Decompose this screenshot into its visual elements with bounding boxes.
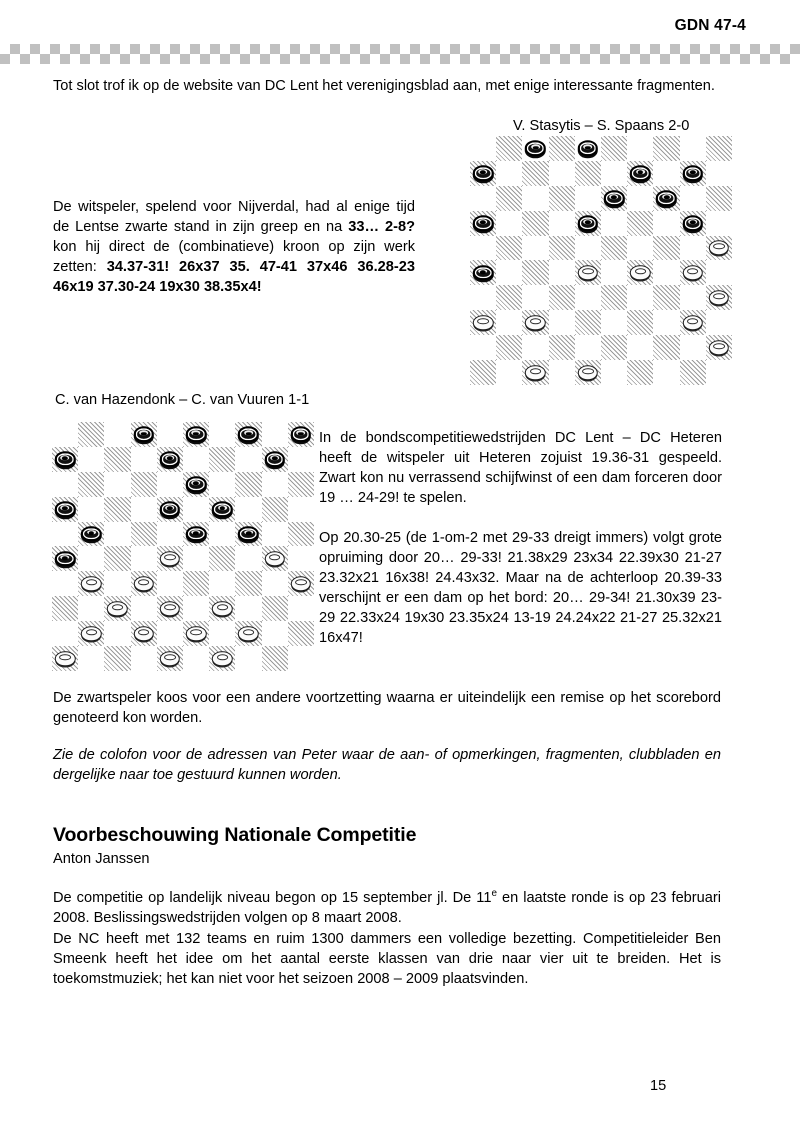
- board-square-dark: [549, 236, 575, 261]
- board-square-dark: [262, 546, 288, 571]
- board-square-dark: [131, 522, 157, 547]
- board-square-dark: [209, 596, 235, 621]
- board-square-dark: [183, 621, 209, 646]
- black-piece: [473, 265, 493, 280]
- white-piece: [578, 365, 598, 380]
- board-square-dark: [288, 472, 314, 497]
- board-square-dark: [522, 360, 548, 385]
- board-square-light: [131, 497, 157, 522]
- board-square-light: [522, 285, 548, 310]
- board-square-light: [680, 285, 706, 310]
- board-square-dark: [549, 136, 575, 161]
- board-square-dark: [157, 596, 183, 621]
- board-square-light: [52, 472, 78, 497]
- board-square-light: [52, 422, 78, 447]
- game1-move-33: 33… 2-8?: [348, 219, 415, 235]
- board-square-light: [288, 596, 314, 621]
- white-piece: [160, 551, 180, 566]
- board-square-light: [706, 211, 732, 236]
- board-square-light: [653, 260, 679, 285]
- board-square-dark: [575, 360, 601, 385]
- board-square-dark: [470, 360, 496, 385]
- board-square-dark: [680, 161, 706, 186]
- board-square-dark: [496, 285, 522, 310]
- board-square-light: [183, 447, 209, 472]
- board-square-light: [496, 360, 522, 385]
- board-square-light: [653, 310, 679, 335]
- board-square-dark: [601, 285, 627, 310]
- white-piece: [525, 315, 545, 330]
- board-square-dark: [52, 596, 78, 621]
- black-piece: [133, 427, 153, 442]
- board-square-dark: [627, 360, 653, 385]
- black-piece: [55, 551, 75, 566]
- board-square-dark: [209, 546, 235, 571]
- board-square-light: [627, 335, 653, 360]
- board-square-dark: [575, 161, 601, 186]
- board-square-light: [288, 447, 314, 472]
- board-square-dark: [522, 161, 548, 186]
- game1-text-part2: kon hij direct de (combinatieve) kroon op zijn werk zetten:: [53, 239, 415, 275]
- white-piece: [525, 365, 545, 380]
- board-square-dark: [183, 472, 209, 497]
- board-square-light: [522, 236, 548, 261]
- board-square-light: [78, 497, 104, 522]
- black-piece: [473, 166, 493, 181]
- board-square-light: [131, 646, 157, 671]
- board-square-dark: [288, 571, 314, 596]
- board-square-dark: [262, 646, 288, 671]
- board-square-dark: [496, 335, 522, 360]
- board-square-light: [680, 335, 706, 360]
- board-square-dark: [104, 497, 130, 522]
- board-square-light: [209, 571, 235, 596]
- black-piece: [578, 141, 598, 156]
- board-square-dark: [157, 447, 183, 472]
- game2-analysis-paragraph-2: Op 20.30-25 (de 1-om-2 met 29-33 dreigt immers) volgt grote opruiming door 20… 29-33! 21.38x29 23x34 22.39x30 21-27 23.32x21 16x38! 24.43x32. Maar na de achterloop 20.39-33 verschijnt er een dam op het bord: 20… 29-34! 21.30x39 23-29 22.33x24 19x30 23.35x24 13-19 24.24x22 21-27 25.32x21 16x47!: [319, 530, 722, 646]
- board-square-dark: [680, 310, 706, 335]
- black-piece: [473, 215, 493, 230]
- white-piece: [630, 265, 650, 280]
- board-square-light: [470, 186, 496, 211]
- game1-move-sequence: 34.37-31! 26x37 35. 47-41 37x46 36.28-23 46x19 37.30-24 19x30 38.35x4!: [53, 259, 415, 295]
- colofon-note-paragraph: Zie de colofon voor de adressen van Peter waar de aan- of opmerkingen, fragmenten, clubbladen en dergelijke naar toe gestuurd kunnen worden.: [53, 747, 721, 783]
- draughts-board-game1: [470, 136, 732, 385]
- black-piece: [160, 501, 180, 516]
- board-square-light: [104, 522, 130, 547]
- white-piece: [578, 265, 598, 280]
- board-square-light: [575, 186, 601, 211]
- board-square-light: [288, 646, 314, 671]
- board-square-light: [601, 310, 627, 335]
- white-piece: [133, 576, 153, 591]
- board-square-dark: [131, 571, 157, 596]
- board-square-dark: [131, 422, 157, 447]
- black-piece: [186, 427, 206, 442]
- board-square-dark: [209, 497, 235, 522]
- board-square-dark: [549, 186, 575, 211]
- ordinal-superscript: e: [491, 888, 497, 900]
- board-square-dark: [470, 161, 496, 186]
- black-piece: [291, 427, 311, 442]
- board-square-light: [496, 260, 522, 285]
- board-square-dark: [706, 285, 732, 310]
- board-square-dark: [470, 310, 496, 335]
- board-square-dark: [288, 422, 314, 447]
- white-piece: [133, 626, 153, 641]
- board-square-dark: [235, 422, 261, 447]
- board-square-dark: [209, 447, 235, 472]
- board-square-light: [157, 522, 183, 547]
- board-square-light: [157, 571, 183, 596]
- board-square-dark: [235, 621, 261, 646]
- black-piece: [81, 526, 101, 541]
- board-square-dark: [52, 497, 78, 522]
- board-square-light: [104, 621, 130, 646]
- board-square-dark: [157, 497, 183, 522]
- board-square-light: [104, 422, 130, 447]
- board-square-dark: [549, 335, 575, 360]
- board-square-light: [496, 161, 522, 186]
- board-square-light: [549, 360, 575, 385]
- board-square-light: [131, 447, 157, 472]
- section-author: Anton Janssen: [53, 851, 150, 867]
- white-piece: [682, 265, 702, 280]
- board-square-dark: [183, 422, 209, 447]
- nc-paragraph-2: De NC heeft met 132 teams en ruim 1300 dammers een volledige bezetting. Competitieleider Ben Smeenk heeft het idee om het aantal eerste klassen van drie naar vier uit te breiden. Het is toekomstmuziek; het kan niet voor het seizoen 2008 – 2009 plaatsvinden.: [53, 931, 721, 987]
- board-square-light: [262, 472, 288, 497]
- board-square-dark: [52, 447, 78, 472]
- board-square-light: [157, 472, 183, 497]
- board-square-light: [680, 136, 706, 161]
- board-square-light: [288, 497, 314, 522]
- board-square-dark: [78, 472, 104, 497]
- board-square-light: [575, 335, 601, 360]
- white-piece: [238, 626, 258, 641]
- board-square-light: [183, 497, 209, 522]
- board-square-dark: [706, 136, 732, 161]
- black-piece: [238, 427, 258, 442]
- board-square-dark: [235, 571, 261, 596]
- board-square-light: [601, 211, 627, 236]
- board-square-light: [496, 211, 522, 236]
- board-square-light: [131, 596, 157, 621]
- board-square-dark: [183, 571, 209, 596]
- board-square-dark: [209, 646, 235, 671]
- board-square-dark: [262, 497, 288, 522]
- white-piece: [81, 626, 101, 641]
- board-square-light: [235, 447, 261, 472]
- board-square-dark: [262, 447, 288, 472]
- board-square-dark: [601, 335, 627, 360]
- board-square-dark: [496, 236, 522, 261]
- board-square-dark: [601, 136, 627, 161]
- game2-analysis-paragraph-1: In de bondscompetitiewedstrijden DC Lent – DC Heteren heeft de witspeler uit Heteren zojuist 19.36-31 gespeeld. Zwart kon nu verrassend schijfwinst of een dam forceren door 19 … 24-29! te spelen.: [319, 430, 722, 506]
- board-square-dark: [680, 211, 706, 236]
- board-square-dark: [104, 646, 130, 671]
- board-square-dark: [680, 260, 706, 285]
- board-square-dark: [575, 310, 601, 335]
- white-piece: [55, 651, 75, 666]
- closing-paragraph: De zwartspeler koos voor een andere voortzetting waarna er uiteindelijk een remise op het scorebord genoteerd kon worden.: [53, 690, 721, 726]
- board-square-light: [627, 236, 653, 261]
- black-piece: [212, 501, 232, 516]
- board-square-light: [209, 472, 235, 497]
- board-square-dark: [496, 186, 522, 211]
- board-square-dark: [288, 522, 314, 547]
- black-piece: [656, 191, 676, 206]
- board-square-light: [470, 136, 496, 161]
- board-square-light: [52, 621, 78, 646]
- board-square-dark: [131, 621, 157, 646]
- black-piece: [264, 452, 284, 467]
- board-square-light: [78, 546, 104, 571]
- board-square-light: [52, 571, 78, 596]
- board-square-light: [470, 335, 496, 360]
- black-piece: [160, 452, 180, 467]
- white-piece: [291, 576, 311, 591]
- board-square-dark: [706, 335, 732, 360]
- section-heading: Voorbeschouwing Nationale Competitie: [53, 824, 417, 846]
- board-square-light: [627, 186, 653, 211]
- board-square-dark: [653, 236, 679, 261]
- board-square-light: [470, 285, 496, 310]
- board-square-light: [627, 136, 653, 161]
- board-square-dark: [522, 260, 548, 285]
- nc-paragraph-1-part2: en laatste ronde is op 23 februari 2008. Beslissingswedstrijden volgen op 8 maart 2008.: [53, 890, 721, 926]
- board-square-dark: [131, 472, 157, 497]
- black-piece: [238, 526, 258, 541]
- board-square-light: [706, 161, 732, 186]
- board-square-dark: [78, 571, 104, 596]
- white-piece: [212, 601, 232, 616]
- black-piece: [578, 215, 598, 230]
- board-square-light: [601, 161, 627, 186]
- game1-text-part1: De witspeler, spelend voor Nijverdal, had al enige tijd de Lentse zwarte stand in zijn greep en na: [53, 199, 415, 235]
- white-piece: [160, 601, 180, 616]
- board-square-dark: [104, 596, 130, 621]
- board-square-light: [575, 236, 601, 261]
- board-square-light: [131, 546, 157, 571]
- white-piece: [160, 651, 180, 666]
- board-square-light: [183, 546, 209, 571]
- checkered-rule-divider: [0, 44, 800, 64]
- board-square-light: [78, 596, 104, 621]
- board-square-light: [235, 497, 261, 522]
- white-piece: [709, 240, 729, 255]
- board-square-light: [522, 186, 548, 211]
- board-square-dark: [183, 522, 209, 547]
- board-square-dark: [522, 211, 548, 236]
- board-square-light: [209, 621, 235, 646]
- board-square-dark: [601, 236, 627, 261]
- board-square-dark: [235, 472, 261, 497]
- board-square-dark: [78, 422, 104, 447]
- board-square-light: [601, 360, 627, 385]
- board-square-light: [549, 161, 575, 186]
- white-piece: [473, 315, 493, 330]
- board-square-dark: [52, 546, 78, 571]
- board-square-dark: [78, 621, 104, 646]
- board-square-dark: [601, 186, 627, 211]
- board-square-dark: [470, 211, 496, 236]
- board-square-light: [627, 285, 653, 310]
- board-square-light: [549, 211, 575, 236]
- white-piece: [709, 290, 729, 305]
- board-square-dark: [627, 161, 653, 186]
- board-square-dark: [52, 646, 78, 671]
- board-square-dark: [104, 546, 130, 571]
- nc-paragraph-1: [53, 888, 721, 928]
- black-piece: [604, 191, 624, 206]
- white-piece: [264, 551, 284, 566]
- game1-caption: V. Stasytis – S. Spaans 2-0: [513, 118, 690, 134]
- white-piece: [709, 340, 729, 355]
- board-square-light: [522, 335, 548, 360]
- board-square-light: [549, 260, 575, 285]
- board-square-light: [575, 136, 601, 161]
- board-square-dark: [653, 186, 679, 211]
- black-piece: [525, 141, 545, 156]
- draughts-board-game2: [52, 422, 314, 671]
- page-header-title: GDN 47-4: [674, 17, 746, 34]
- board-square-light: [235, 546, 261, 571]
- black-piece: [186, 477, 206, 492]
- board-square-light: [157, 621, 183, 646]
- black-piece: [682, 166, 702, 181]
- board-square-dark: [262, 596, 288, 621]
- board-square-dark: [104, 447, 130, 472]
- board-square-light: [104, 571, 130, 596]
- board-square-dark: [627, 211, 653, 236]
- board-square-light: [653, 360, 679, 385]
- board-square-dark: [235, 522, 261, 547]
- board-square-light: [262, 522, 288, 547]
- board-square-dark: [157, 646, 183, 671]
- board-square-light: [235, 596, 261, 621]
- board-square-light: [209, 522, 235, 547]
- board-square-light: [235, 646, 261, 671]
- board-square-light: [52, 522, 78, 547]
- board-square-light: [706, 260, 732, 285]
- black-piece: [682, 215, 702, 230]
- board-square-dark: [575, 260, 601, 285]
- board-square-light: [262, 571, 288, 596]
- board-square-light: [183, 596, 209, 621]
- white-piece: [682, 315, 702, 330]
- board-square-light: [680, 186, 706, 211]
- board-square-light: [78, 447, 104, 472]
- intro-paragraph: Tot slot trof ik op de website van DC Lent het verenigingsblad aan, met enige interessante fragmenten.: [53, 78, 715, 94]
- board-square-dark: [78, 522, 104, 547]
- white-piece: [107, 601, 127, 616]
- nc-paragraph-1-part1: De competitie op landelijk niveau begon op 15 september jl. De 11: [53, 890, 492, 906]
- black-piece: [55, 452, 75, 467]
- board-square-dark: [653, 335, 679, 360]
- board-square-dark: [575, 211, 601, 236]
- board-square-dark: [157, 546, 183, 571]
- board-square-dark: [496, 136, 522, 161]
- board-square-light: [653, 161, 679, 186]
- board-square-dark: [522, 310, 548, 335]
- board-square-dark: [706, 236, 732, 261]
- board-square-light: [601, 260, 627, 285]
- black-piece: [630, 166, 650, 181]
- board-square-light: [496, 310, 522, 335]
- board-square-light: [78, 646, 104, 671]
- board-square-dark: [549, 285, 575, 310]
- board-square-dark: [470, 260, 496, 285]
- board-square-light: [262, 621, 288, 646]
- board-square-light: [104, 472, 130, 497]
- page-number: 15: [650, 1078, 667, 1094]
- board-square-light: [706, 360, 732, 385]
- board-square-light: [706, 310, 732, 335]
- board-square-light: [653, 211, 679, 236]
- board-square-light: [183, 646, 209, 671]
- board-square-light: [157, 422, 183, 447]
- board-square-dark: [653, 136, 679, 161]
- board-square-dark: [653, 285, 679, 310]
- board-square-dark: [288, 621, 314, 646]
- board-square-dark: [627, 310, 653, 335]
- board-square-dark: [627, 260, 653, 285]
- board-square-light: [470, 236, 496, 261]
- board-square-light: [680, 236, 706, 261]
- board-square-light: [522, 136, 548, 161]
- game2-caption: C. van Hazendonk – C. van Vuuren 1-1: [55, 392, 310, 408]
- white-piece: [212, 651, 232, 666]
- board-square-light: [288, 546, 314, 571]
- board-square-light: [575, 285, 601, 310]
- white-piece: [81, 576, 101, 591]
- black-piece: [55, 501, 75, 516]
- board-square-light: [209, 422, 235, 447]
- board-square-light: [549, 310, 575, 335]
- board-square-dark: [706, 186, 732, 211]
- black-piece: [186, 526, 206, 541]
- game1-analysis-paragraph: [53, 197, 415, 297]
- board-square-light: [262, 422, 288, 447]
- board-square-dark: [680, 360, 706, 385]
- white-piece: [186, 626, 206, 641]
